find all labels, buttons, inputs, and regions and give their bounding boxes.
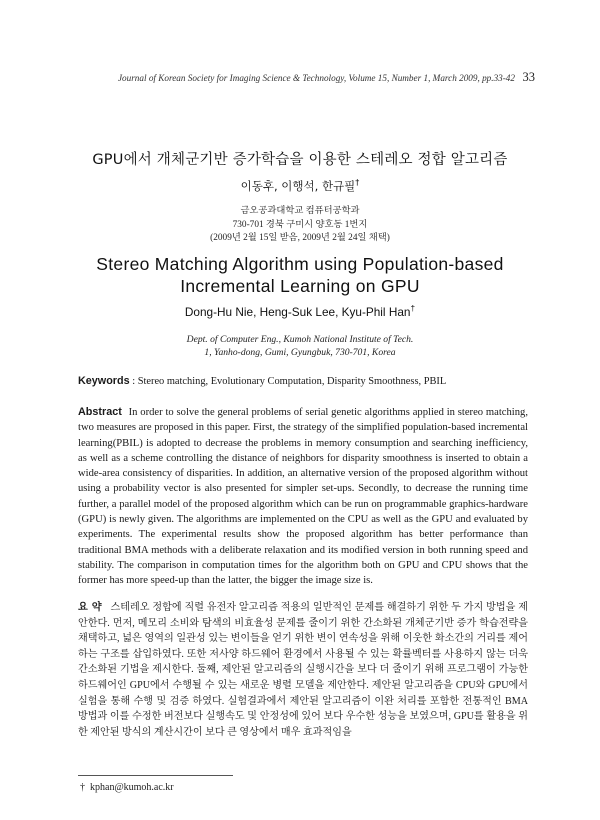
korean-affiliation-line: 730-701 경북 구미시 양호동 1번지 (232, 220, 368, 230)
corresponding-author-mark: † (355, 178, 360, 188)
korean-affiliation-line: 금오공과대학교 컴퓨터공학과 (240, 206, 360, 216)
english-author-names: Dong-Hu Nie, Heng-Suk Lee, Kyu-Phil Han (184, 305, 411, 319)
english-authors (0, 305, 600, 319)
english-affiliation-line: 1, Yanho-dong, Gumi, Gyungbuk, 730-701, Korea (204, 347, 396, 358)
running-header: Journal of Korean Society for Imaging Science & Technology, Volume 15, Number 1, March 2009, pp.33-42 (117, 73, 515, 83)
abstract-text: In order to solve the general problems of serial genetic algorithms applied in stereo matching, two measures are proposed in this paper. First, the strategy of the simplified population-based incremental learning(PBIL) is adopted to decrease the problems in memory consumption and searching inefficiency, as well as a scheme controlling the distance of neighbors for disparity smoothness is inserted to obtain a wide-area consistency of disparities. In addition, an alternative version of the proposed algorithm without using a probability vector is also presented for simpler set-ups. Secondly, to decrease the running time further, a parallel model of the proposed algorithm which can be run on programmable graphics-hardware (GPU) is newly given. The algorithms are implemented on the CPU as well as the GPU and evaluated by experiments. The experimental results show the proposed algorithm has better performance than traditional BMA methods with a deliberate relaxation and its modified version in both running speed and stability. The comparison in computation times for the algorithm both on GPU and CPU shows that the former has more speed-up than the latter, the bigger the image size is. (78, 407, 528, 587)
keywords-separator: : (129, 376, 138, 387)
corresponding-author-mark: † (410, 304, 416, 314)
abstract (78, 405, 528, 589)
received-accepted-dates: (2009년 2월 15일 받음, 2009년 2월 24일 채택) (210, 233, 390, 243)
summary-text: 스테레오 정합에 직렬 유전자 알고리즘 적용의 일반적인 문제를 해결하기 위한 두 가지 방법을 제안한다. 먼저, 메모리 소비와 탐색의 비효율성 문제를 줄이기 위한 간소화된 개체군기반 증가 학습전략을 채택하고, 넓은 영역의 일관성 있는 변이들을 얻기 위한 변이 연속성을 위해 이웃한 화소간의 거리를 제어하는 구조를 삽입하였다. 또한 저사양 하드웨어 환경에서 사용될 수 있는 확률벡터를 사용하지 않는 더욱 간소화된 기법을 제시한다. 둘째, 제안된 알고리즘의 실행시간을 보다 더 줄이기 위해 프로그램이 가능한 하드웨어인 GPU에서 수행될 수 있는 새로운 병렬 모델을 제안한다. 제안된 알고리즘을 CPU와 GPU에서 실험을 통해 수행 및 검증 하였다. 실험결과에서 제안된 알고리즘이 이완 처리를 포함한 전통적인 BMA 방법과 이를 수정한 버전보다 실행속도 및 안정성에 있어 보다 우수한 성능을 보였으며, GPU를 활용을 위한 제안된 방식의 계산시간이 보다 큰 영상에서 매우 효과적임을 (78, 602, 528, 738)
keywords-label: Keywords (78, 375, 130, 387)
korean-author-names: 이동후, 이행석, 한규필 (240, 179, 356, 193)
english-affiliation-line: Dept. of Computer Eng., Kumoh National Institute of Tech. (186, 334, 414, 345)
keywords (78, 375, 528, 387)
abstract-label: Abstract (78, 406, 122, 418)
korean-title: GPU에서 개체군기반 증가학습을 이용한 스테레오 정합 알고리즘 (92, 152, 508, 168)
footnote (80, 782, 174, 793)
page-number: 33 (522, 70, 535, 84)
korean-summary (78, 600, 528, 740)
korean-authors (0, 178, 600, 194)
keywords-text: Stereo matching, Evolutionary Computation, Disparity Smoothness, PBIL (137, 376, 447, 387)
english-title-line: Stereo Matching Algorithm using Population-based (96, 254, 504, 274)
footnote-divider (78, 775, 233, 776)
summary-label: 요 약 (78, 602, 102, 613)
english-title-line: Incremental Learning on GPU (180, 276, 420, 296)
footnote-mark: † (80, 782, 85, 793)
author-email: kphan@kumoh.ac.kr (90, 782, 174, 793)
english-title (0, 253, 600, 297)
